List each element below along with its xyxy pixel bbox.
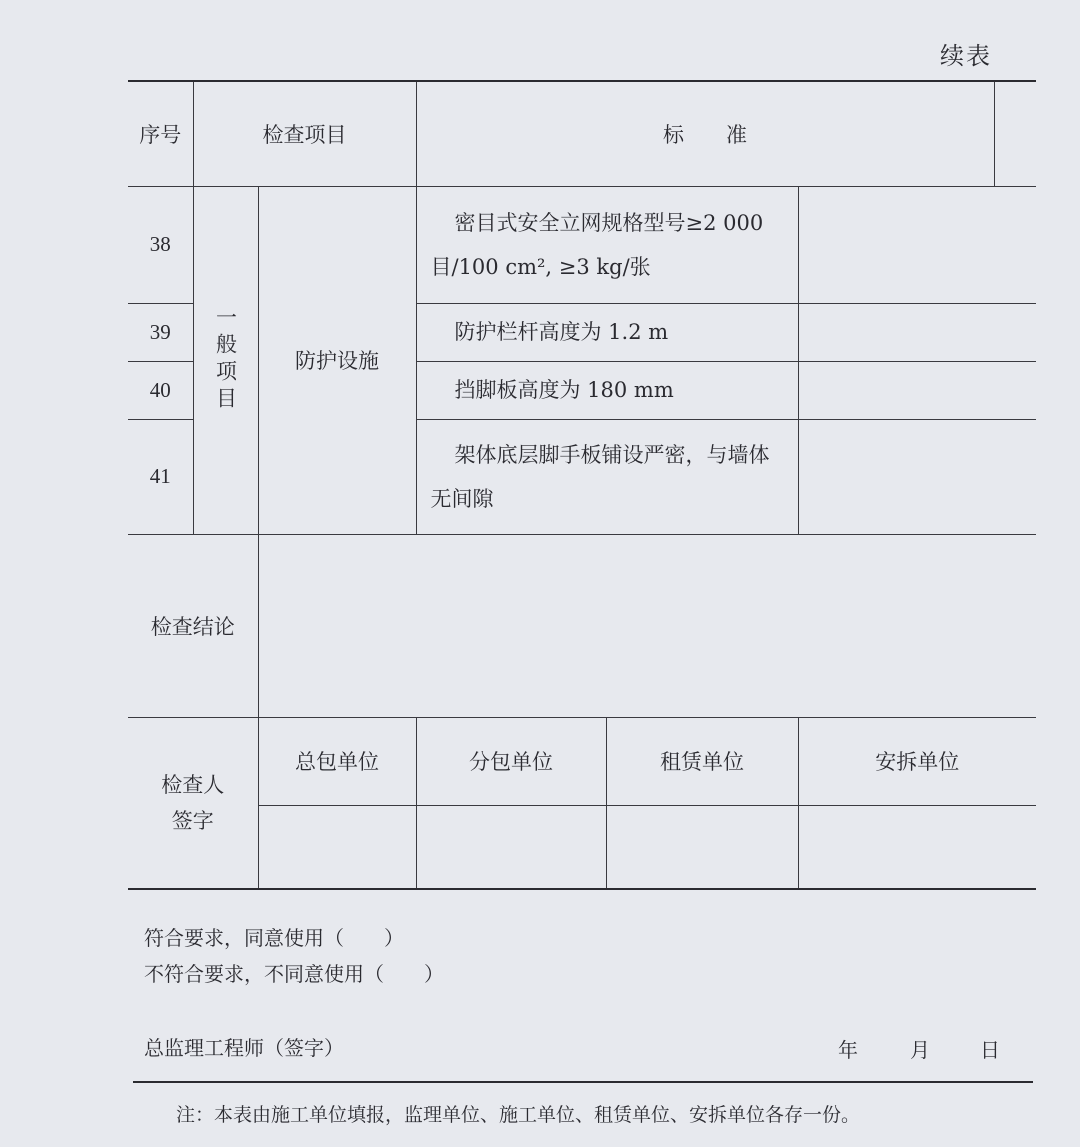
chief-engineer-signature-label: 总监理工程师（签字） <box>144 1036 344 1060</box>
row-standard: 架体底层脚手板铺设严密，与墙体无间隙 <box>416 419 798 534</box>
unit-installer: 安拆单位 <box>798 717 1036 805</box>
row-result[interactable] <box>798 303 1036 361</box>
conclusion-label: 检查结论 <box>128 534 258 717</box>
unit-subcontractor: 分包单位 <box>416 717 606 805</box>
disagree-option[interactable]: 不符合要求，不同意使用（ ） <box>144 962 444 986</box>
category-label: 一般项目 <box>213 306 238 414</box>
unit-lessor: 租赁单位 <box>606 717 798 805</box>
signature-row <box>128 805 1036 889</box>
header-standard: 标 准 <box>416 81 994 186</box>
row-standard: 密目式安全立网规格型号≥2 000 目/100 cm², ≥3 kg/张 <box>416 186 798 303</box>
inspector-label-cell <box>128 717 258 889</box>
row-standard: 防护栏杆高度为 1.2 m <box>416 303 798 361</box>
conclusion-value[interactable] <box>258 534 1036 717</box>
inspection-table <box>128 80 1036 890</box>
category-cell <box>193 186 258 534</box>
row-result[interactable] <box>798 186 1036 303</box>
signature-units-row <box>128 717 1036 805</box>
footer-divider <box>133 1081 1033 1083</box>
signature-general-contractor[interactable] <box>258 805 416 889</box>
unit-general-contractor: 总包单位 <box>258 717 416 805</box>
subcategory-cell: 防护设施 <box>258 186 416 534</box>
signature-installer[interactable] <box>798 805 1036 889</box>
conclusion-row <box>128 534 1036 717</box>
date-day-label: 日 <box>980 1038 1000 1062</box>
inspector-label: 检查人签字 <box>161 772 225 833</box>
row-number: 40 <box>128 361 193 419</box>
date-month-label: 月 <box>910 1038 930 1062</box>
header-no: 序号 <box>128 81 193 186</box>
continued-label: 续表 <box>940 42 992 70</box>
signature-lessor[interactable] <box>606 805 798 889</box>
row-result[interactable] <box>798 419 1036 534</box>
signature-subcontractor[interactable] <box>416 805 606 889</box>
footer-note: 注：本表由施工单位填报，监理单位、施工单位、租赁单位、安拆单位各存一份。 <box>176 1104 861 1126</box>
row-result[interactable] <box>798 361 1036 419</box>
agree-option[interactable]: 符合要求，同意使用（ ） <box>144 926 404 950</box>
table-row <box>128 186 1036 303</box>
header-item: 检查项目 <box>193 81 416 186</box>
row-number: 38 <box>128 186 193 303</box>
row-number: 41 <box>128 419 193 534</box>
header-row <box>128 81 1036 186</box>
row-number: 39 <box>128 303 193 361</box>
row-standard: 挡脚板高度为 180 mm <box>416 361 798 419</box>
date-year-label: 年 <box>838 1038 858 1062</box>
